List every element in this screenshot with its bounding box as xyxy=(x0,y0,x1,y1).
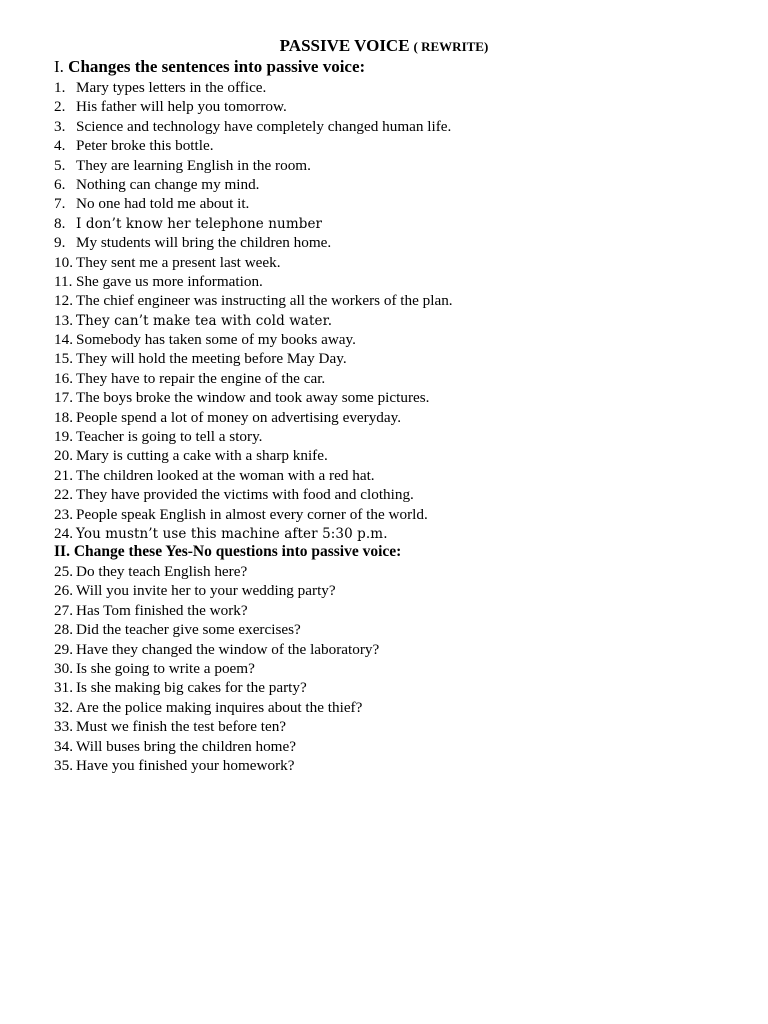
item-number: 16. xyxy=(54,369,73,387)
item-text: Has Tom finished the work? xyxy=(76,601,248,619)
item-number: 9. xyxy=(54,234,66,252)
section-1-roman: I. xyxy=(54,57,64,76)
item-number: 24. xyxy=(54,524,73,542)
list-item xyxy=(54,388,453,407)
item-number: 31. xyxy=(54,679,73,697)
item-number: 1. xyxy=(54,79,66,96)
item-text: Will you invite her to your wedding party? xyxy=(76,582,336,600)
item-text: The boys broke the window and took away some pictures. xyxy=(76,389,430,407)
item-text: Must we finish the test before ten? xyxy=(76,718,287,736)
list-item xyxy=(54,272,453,291)
item-number: 13. xyxy=(54,311,73,329)
item-text: They have to repair the engine of the car. xyxy=(76,369,326,387)
list-item xyxy=(54,233,453,252)
list-item xyxy=(54,524,453,543)
page-title xyxy=(0,36,768,57)
section-1-title: Changes the sentences into passive voice: xyxy=(68,57,366,76)
item-text: Mary is cutting a cake with a sharp knife. xyxy=(76,447,328,465)
item-text: Teacher is going to tell a story. xyxy=(76,428,263,446)
item-text: I don’t know her telephone number xyxy=(76,215,323,232)
item-text: Do they teach English here? xyxy=(76,563,248,580)
item-text: They sent me a present last week. xyxy=(76,253,281,271)
item-text: His father will help you tomorrow. xyxy=(76,98,287,116)
list-item xyxy=(54,601,379,620)
item-text: She gave us more information. xyxy=(76,272,263,290)
item-number: 15. xyxy=(54,350,73,368)
list-item xyxy=(54,97,453,116)
list-item xyxy=(54,562,379,581)
item-number: 12. xyxy=(54,292,73,310)
item-text: My students will bring the children home. xyxy=(76,234,332,252)
item-text: The chief engineer was instructing all the workers of the plan. xyxy=(76,292,453,310)
item-text: People spend a lot of money on advertising everyday. xyxy=(76,408,402,426)
item-number: 6. xyxy=(54,175,66,193)
item-number: 25. xyxy=(54,563,73,580)
list-item xyxy=(54,311,453,330)
item-text: The children looked at the woman with a red hat. xyxy=(76,466,375,484)
list-item xyxy=(54,214,453,233)
item-text: Is she going to write a poem? xyxy=(76,659,255,677)
list-item xyxy=(54,756,379,775)
list-item xyxy=(54,291,453,310)
list-item xyxy=(54,156,453,175)
section-2-list xyxy=(54,562,379,775)
item-text: Have they changed the window of the laboratory? xyxy=(76,640,380,658)
list-item xyxy=(54,737,379,756)
list-item xyxy=(54,466,453,485)
list-item xyxy=(54,717,379,736)
section-2-heading: II. Change these Yes-No questions into passive voice: xyxy=(54,543,402,560)
item-number: 20. xyxy=(54,447,73,465)
list-item xyxy=(54,369,453,388)
item-text: Is she making big cakes for the party? xyxy=(76,679,307,697)
item-text: Peter broke this bottle. xyxy=(76,137,214,155)
item-text: They can’t make tea with cold water. xyxy=(76,312,333,329)
item-text: People speak English in almost every corner of the world. xyxy=(76,505,428,523)
list-item xyxy=(54,330,453,349)
list-item xyxy=(54,505,453,524)
list-item xyxy=(54,659,379,678)
item-number: 29. xyxy=(54,640,73,658)
item-text: Somebody has taken some of my books away. xyxy=(76,331,356,349)
item-number: 18. xyxy=(54,408,73,426)
title-sub: ( REWRITE) xyxy=(413,39,489,54)
list-item xyxy=(54,253,453,272)
item-number: 7. xyxy=(54,195,66,213)
item-number: 10. xyxy=(54,253,73,271)
list-item xyxy=(54,698,379,717)
list-item xyxy=(54,620,379,639)
item-text: They will hold the meeting before May Day. xyxy=(76,350,347,368)
list-item xyxy=(54,117,453,136)
item-number: 28. xyxy=(54,621,73,639)
item-number: 17. xyxy=(54,389,73,407)
item-number: 27. xyxy=(54,601,73,619)
list-item xyxy=(54,175,453,194)
item-text: Mary types letters in the office. xyxy=(76,79,267,96)
item-number: 33. xyxy=(54,718,73,736)
item-text: You mustn’t use this machine after 5:30 p.m. xyxy=(76,525,388,542)
item-text: No one had told me about it. xyxy=(76,195,250,213)
item-number: 21. xyxy=(54,466,73,484)
item-number: 26. xyxy=(54,582,73,600)
item-number: 34. xyxy=(54,737,73,755)
list-item xyxy=(54,194,453,213)
item-number: 5. xyxy=(54,156,66,174)
list-item xyxy=(54,78,453,97)
item-number: 22. xyxy=(54,486,73,504)
item-number: 2. xyxy=(54,98,66,116)
list-item xyxy=(54,640,379,659)
item-number: 4. xyxy=(54,137,66,155)
list-item xyxy=(54,136,453,155)
item-number: 8. xyxy=(54,214,66,232)
item-text: Did the teacher give some exercises? xyxy=(76,621,301,639)
item-number: 14. xyxy=(54,331,73,349)
item-text: Have you finished your homework? xyxy=(76,756,295,774)
list-item xyxy=(54,349,453,368)
section-1-list xyxy=(54,78,453,543)
item-number: 23. xyxy=(54,505,73,523)
item-text: Are the police making inquires about the thief? xyxy=(76,698,363,716)
item-number: 30. xyxy=(54,659,73,677)
item-number: 35. xyxy=(54,756,73,774)
item-number: 11. xyxy=(54,272,73,290)
item-text: They have provided the victims with food and clothing. xyxy=(76,486,414,504)
list-item xyxy=(54,678,379,697)
item-text: Will buses bring the children home? xyxy=(76,737,296,755)
item-text: Science and technology have completely changed human life. xyxy=(76,117,452,135)
list-item xyxy=(54,581,379,600)
item-number: 3. xyxy=(54,117,66,135)
list-item xyxy=(54,408,453,427)
item-text: They are learning English in the room. xyxy=(76,156,311,174)
item-text: Nothing can change my mind. xyxy=(76,175,260,193)
list-item xyxy=(54,427,453,446)
list-item xyxy=(54,485,453,504)
item-number: 19. xyxy=(54,428,73,446)
title-main: PASSIVE VOICE xyxy=(279,36,410,55)
list-item xyxy=(54,446,453,465)
section-1-heading xyxy=(54,57,365,77)
item-number: 32. xyxy=(54,698,73,716)
